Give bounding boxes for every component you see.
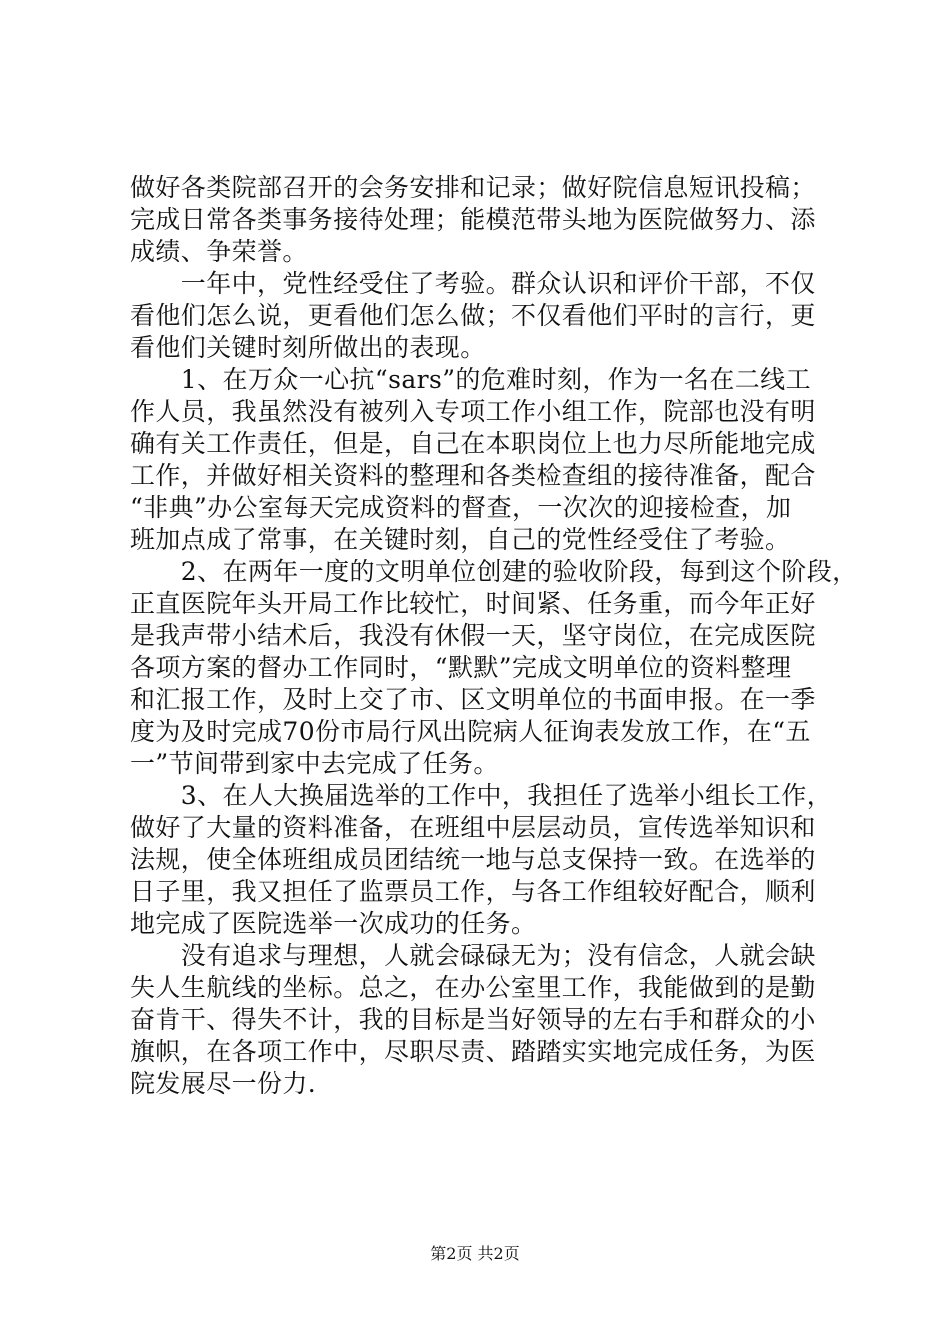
text-line: 是我声带小结术后，我没有休假一天，坚守岗位，在完成医院	[130, 621, 816, 650]
text-line: 做好了大量的资料准备，在班组中层层动员，宣传选举知识和	[130, 813, 816, 842]
text-line: 正直医院年头开局工作比较忙，时间紧、任务重，而今年正好	[130, 589, 816, 618]
text-line: 确有关工作责任，但是，自己在本职岗位上也力尽所能地完成	[130, 429, 816, 458]
text-line: 失人生航线的坐标。总之，在办公室里工作，我能做到的是勤	[130, 973, 816, 1002]
text-line: 日子里，我又担任了监票员工作，与各工作组较好配合，顺利	[130, 877, 816, 906]
text-line: 班加点成了常事，在关键时刻，自己的党性经受住了考验。	[130, 525, 791, 554]
text-line: 各项方案的督办工作同时，“默默”完成文明单位的资料整理	[130, 653, 792, 682]
text-line: 完成日常各类事务接待处理；能模范带头地为医院做努力、添	[130, 205, 816, 234]
text-line: 1、在万众一心抗“sars”的危难时刻，作为一名在二线工	[130, 365, 811, 394]
text-line: 院发展尽一份力.	[130, 1069, 317, 1098]
text-line: 一”节间带到家中去完成了任务。	[130, 749, 499, 778]
text-line: 奋肯干、得失不计，我的目标是当好领导的左右手和群众的小	[130, 1005, 816, 1034]
body-text	[130, 172, 858, 1100]
text-line: 看他们怎么说，更看他们怎么做；不仅看他们平时的言行，更	[130, 301, 816, 330]
page-number-label: 第2页 共2页	[430, 1244, 520, 1263]
text-line: 地完成了医院选举一次成功的任务。	[130, 909, 537, 938]
text-line: 3、在人大换届选举的工作中，我担任了选举小组长工作，	[130, 781, 833, 810]
text-line: 和汇报工作，及时上交了市、区文明单位的书面申报。在一季	[130, 685, 816, 714]
text-line: 一年中，党性经受住了考验。群众认识和评价干部，不仅	[130, 269, 816, 298]
text-line: 没有追求与理想，人就会碌碌无为；没有信念，人就会缺	[130, 941, 816, 970]
text-line: 看他们关键时刻所做出的表现。	[130, 333, 486, 362]
text-line: 度为及时完成70份市局行风出院病人征询表发放工作，在“五	[130, 717, 811, 746]
text-line: “非典”办公室每天完成资料的督查，一次次的迎接检查，加	[130, 493, 792, 522]
text-line: 2、在两年一度的文明单位创建的验收阶段，每到这个阶段，	[130, 557, 858, 586]
text-line: 成绩、争荣誉。	[130, 237, 308, 266]
page-footer	[0, 1244, 950, 1264]
text-line: 做好各类院部召开的会务安排和记录；做好院信息短讯投稿；	[130, 173, 816, 202]
text-line: 旗帜，在各项工作中，尽职尽责、踏踏实实地完成任务，为医	[130, 1037, 816, 1066]
text-line: 作人员，我虽然没有被列入专项工作小组工作，院部也没有明	[130, 397, 816, 426]
text-line: 法规，使全体班组成员团结统一地与总支保持一致。在选举的	[130, 845, 816, 874]
text-line: 工作，并做好相关资料的整理和各类检查组的接待准备，配合	[130, 461, 816, 490]
